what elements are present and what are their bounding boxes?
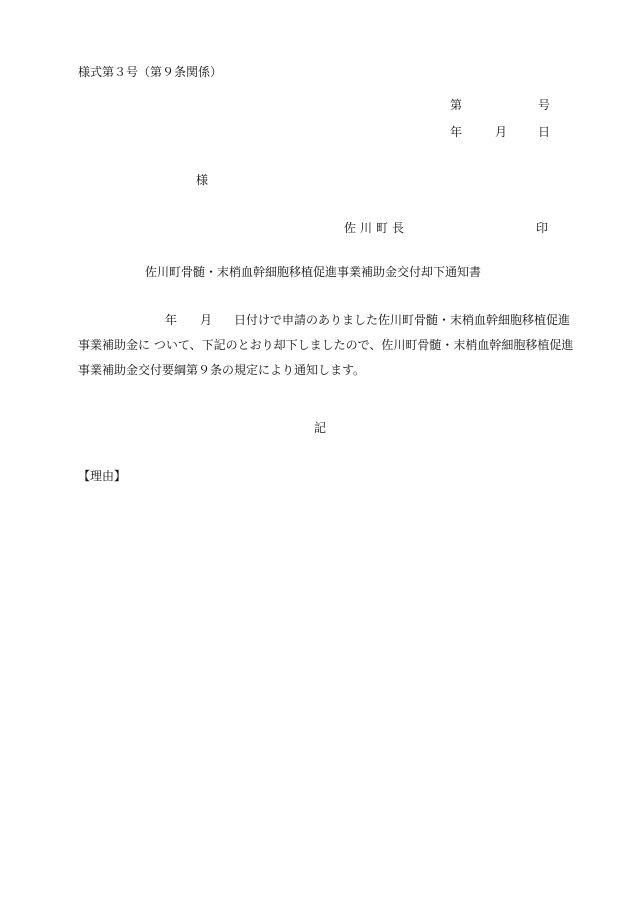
issuer-name: 佐川町長 xyxy=(344,221,409,235)
document-number-suffix: 号 xyxy=(538,98,551,112)
date-day-label: 日 xyxy=(538,125,551,139)
addressee-suffix: 様 xyxy=(196,173,209,187)
date-year-label: 年 xyxy=(450,125,463,139)
document-title: 佐川町骨髄・末梢血幹細胞移植促進事業補助金交付却下通知書 xyxy=(145,265,482,279)
seal-mark: 印 xyxy=(536,221,549,235)
form-number: 様式第３号（第９条関係） xyxy=(78,65,223,79)
body-year-label: 年 xyxy=(165,313,178,327)
body-month-label: 月 xyxy=(200,313,213,327)
date-month-label: 月 xyxy=(495,125,508,139)
reason-label: 【理由】 xyxy=(78,469,127,483)
body-line-3: 事業補助金交付要綱第９条の規定により通知します。 xyxy=(78,363,366,377)
document-number-prefix: 第 xyxy=(450,98,463,112)
body-line-2: 事業補助金に ついて、下記のとおり却下しましたので、佐川町骨髄・末梢血幹細胞移植促進 xyxy=(78,338,574,352)
record-marker: 記 xyxy=(314,421,327,435)
body-line-1: 日付けで申請のありました佐川町骨髄・末梢血幹細胞移植促進 xyxy=(234,313,571,327)
